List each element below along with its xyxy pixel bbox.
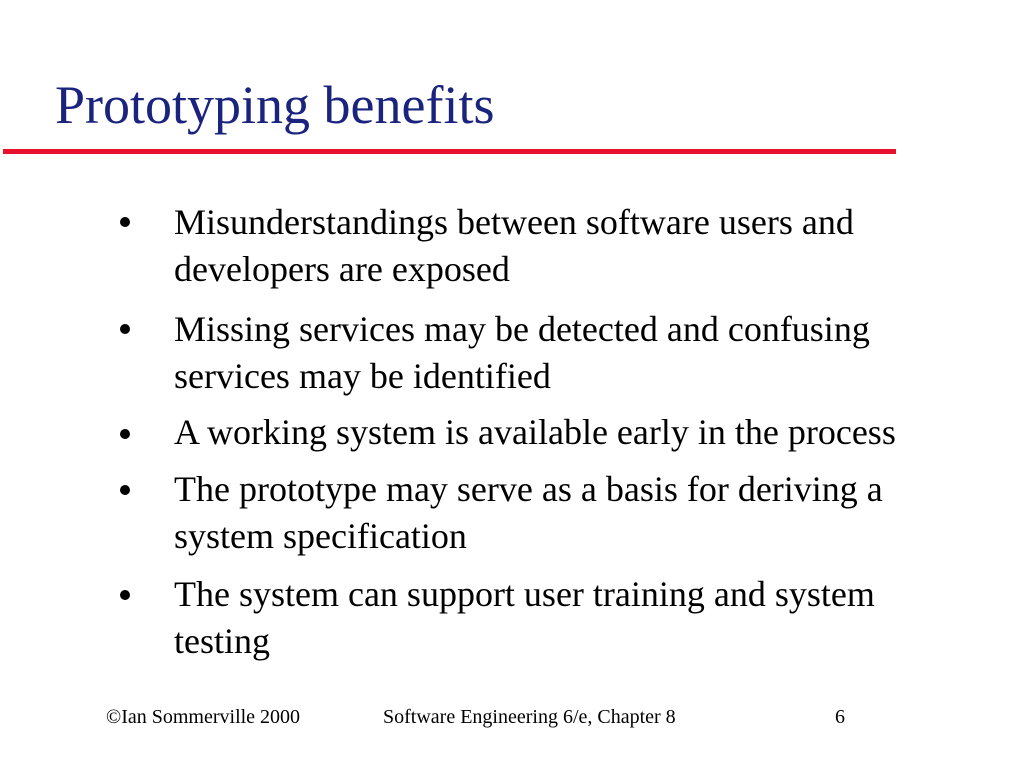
slide-title: Prototyping benefits [55,75,495,135]
bullet-text: The system can support user training and system testing [174,574,875,661]
bullet-text: A working system is available early in the process [174,412,896,452]
bullet-text: Misunderstandings between software users and developers are exposed [174,202,854,289]
footer-book-title: Software Engineering 6/e, Chapter 8 [383,706,676,728]
bullet-dot-icon [120,590,130,600]
bullet-dot-icon [120,485,130,495]
bullet-dot-icon [120,324,130,334]
footer-copyright: ©Ian Sommerville 2000 [106,706,301,728]
bullet-dot-icon [120,429,130,439]
bullet-dot-icon [120,217,130,227]
footer-page-number: 6 [835,706,845,728]
bullet-text: Missing services may be detected and confusing services may be identified [174,309,870,396]
bullet-text: The prototype may serve as a basis for deriving a system specification [174,469,883,556]
title-underline-rule [3,149,896,154]
